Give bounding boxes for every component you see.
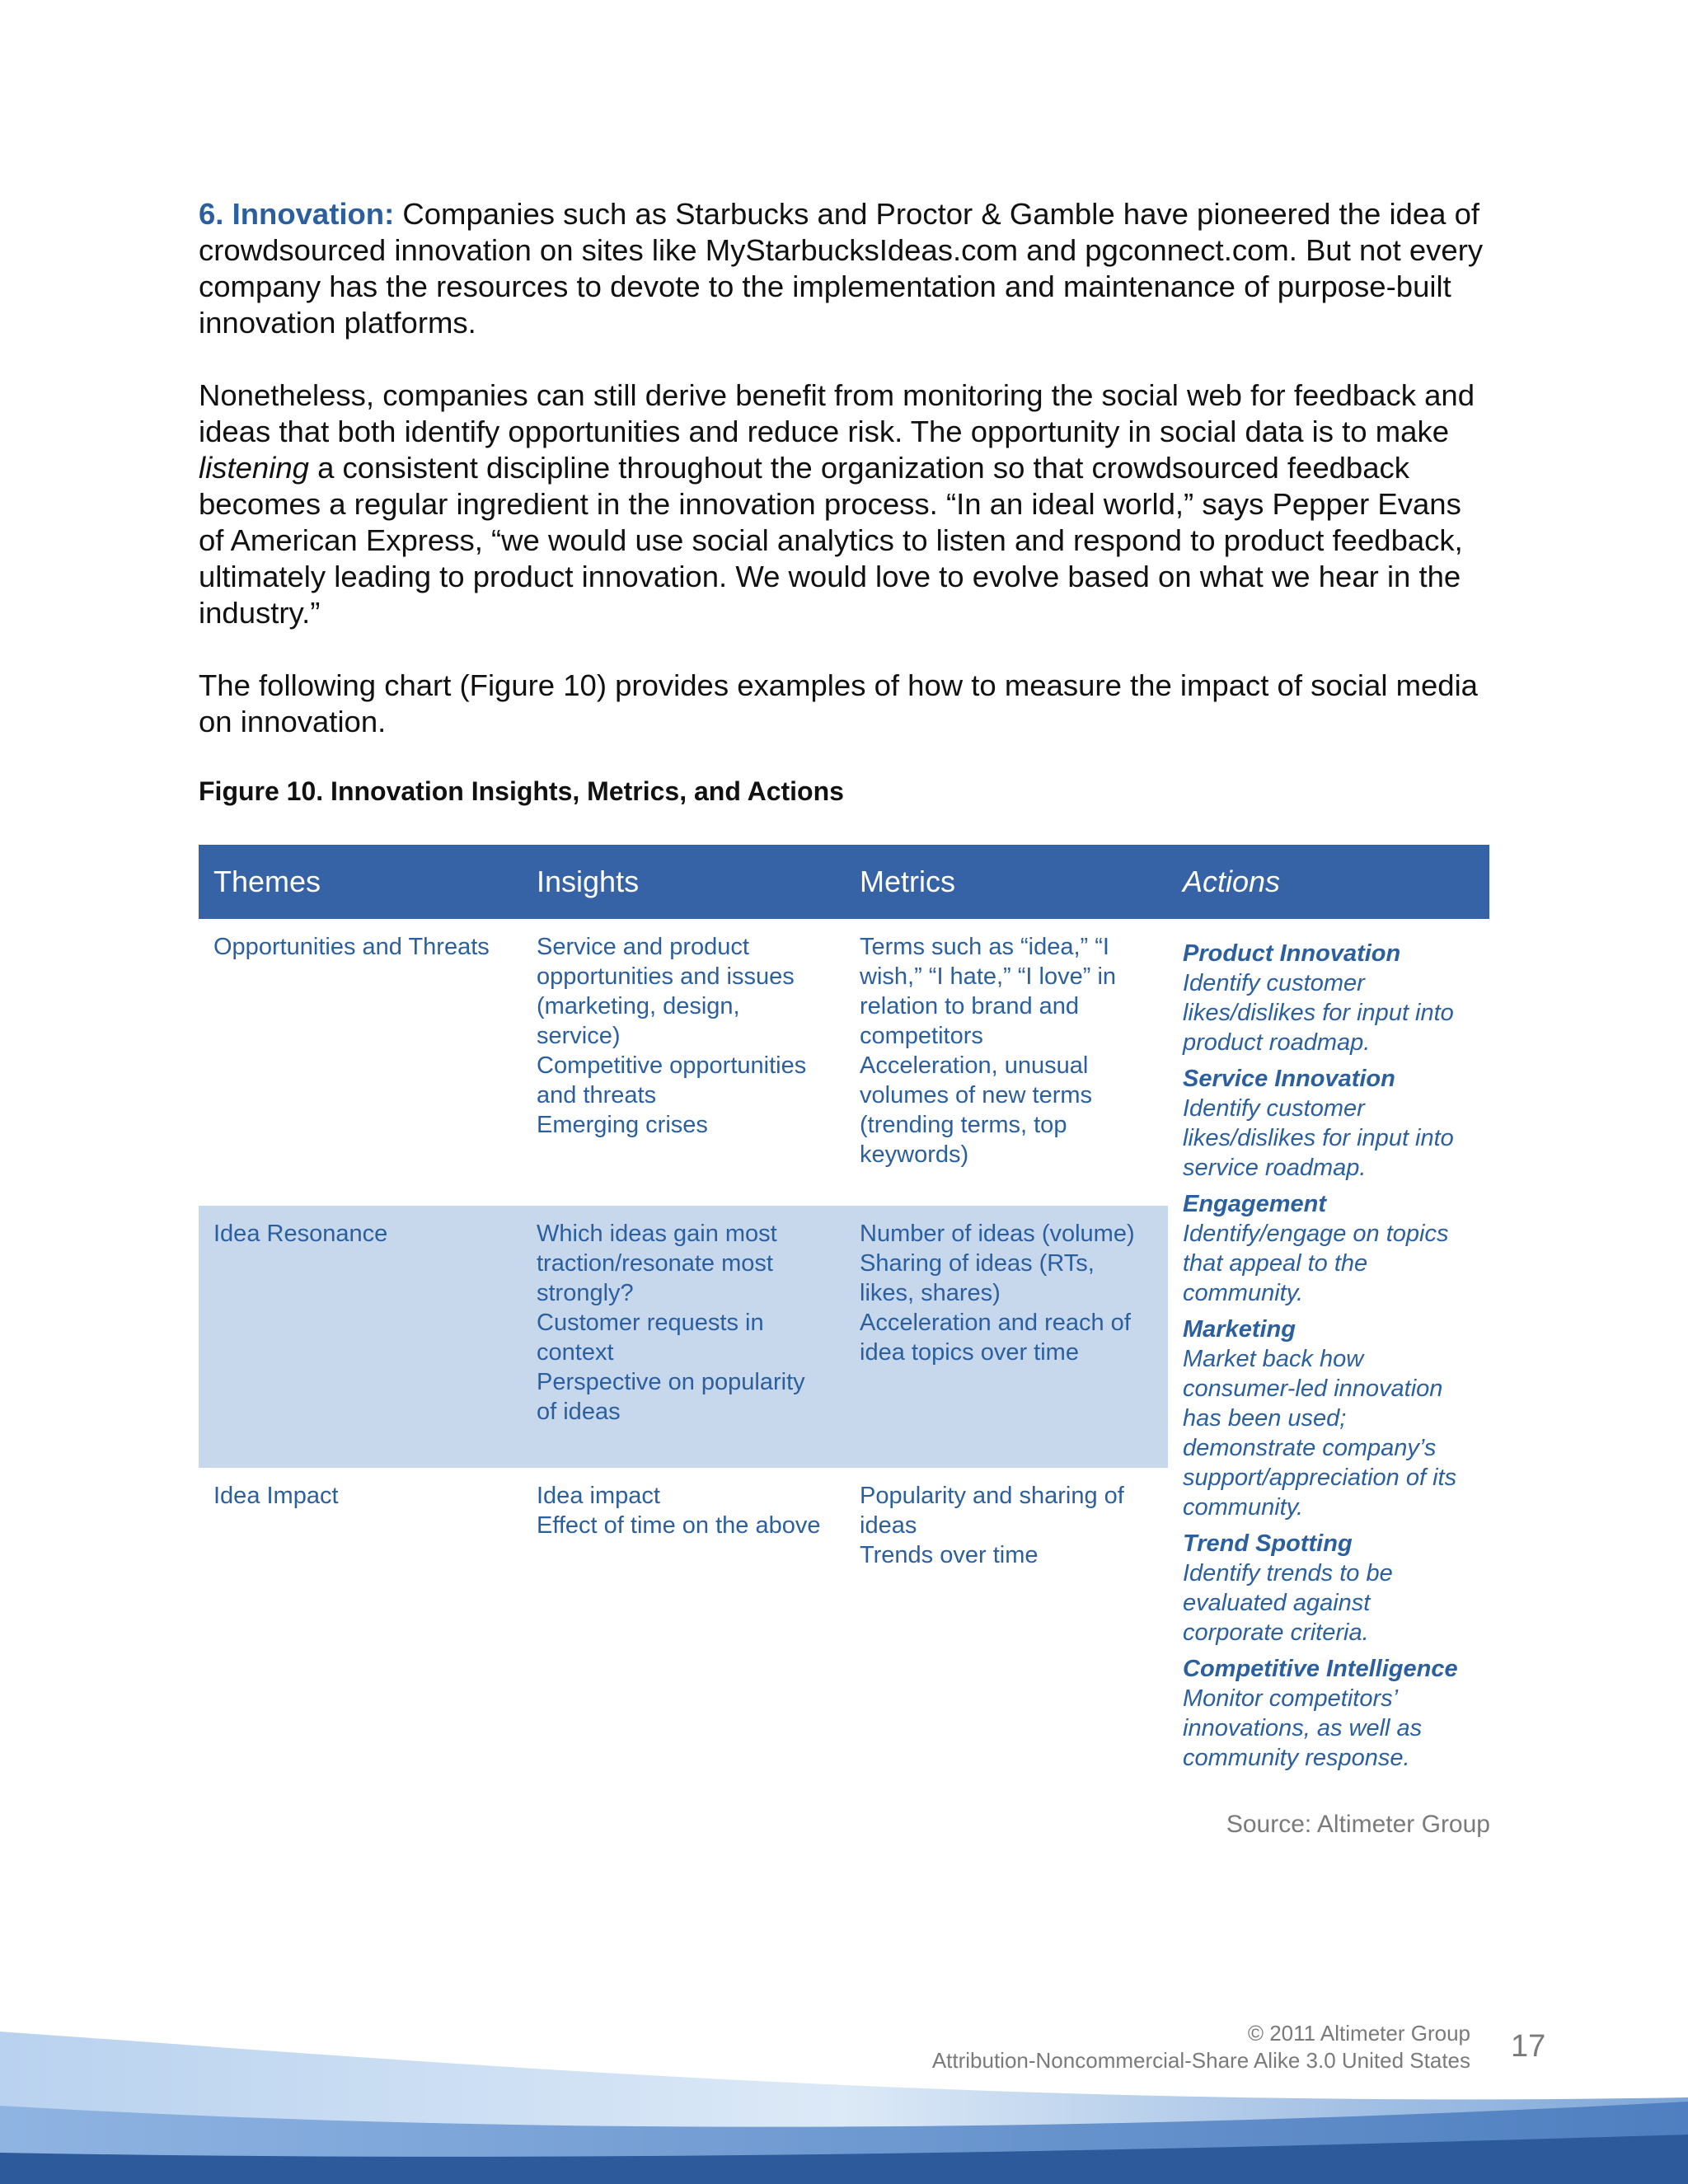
footer-copyright-block	[932, 2020, 1470, 2074]
header-themes: Themes	[199, 845, 522, 919]
paragraph-2-end: a consistent discipline throughout the organization so that crowdsourced feedback becomes a regular ingredient in the innovation process. “In an ideal world,” says Pepper Evans of American Express, “we would use social analytics to listen and respond to product feedback, ultimately leading to product innovation. We would love to evolve based on what we hear in the industry.”	[199, 451, 1463, 630]
insight-item: Competitive opportunities and threats	[537, 1052, 807, 1108]
actions-cell	[1168, 919, 1489, 1794]
theme-cell: Opportunities and Threats	[213, 934, 490, 960]
metric-item: Number of ideas (volume)	[860, 1221, 1135, 1247]
paragraph-chart-intro: The following chart (Figure 10) provides examples of how to measure the impact of social media on innovation.	[199, 668, 1478, 738]
paragraph-2-emphasis: listening	[199, 451, 309, 485]
body-text	[199, 196, 1493, 776]
section-lead: 6. Innovation:	[199, 197, 395, 231]
action-description: Identify customer likes/dislikes for input into product roadmap.	[1183, 970, 1454, 1056]
action-description: Market back how consumer-led innovation has been used; demonstrate company’s support/appreciation of its community.	[1183, 1346, 1457, 1521]
action-name: Product Innovation	[1183, 940, 1401, 967]
action-item	[1183, 1315, 1475, 1522]
action-description: Identify trends to be evaluated against corporate criteria.	[1183, 1560, 1393, 1646]
innovation-table	[199, 845, 1489, 1794]
metric-item: Sharing of ideas (RTs, likes, shares)	[860, 1250, 1095, 1306]
action-item	[1183, 1529, 1475, 1647]
metric-item: Popularity and sharing of ideas	[860, 1483, 1124, 1539]
theme-cell: Idea Impact	[213, 1483, 339, 1509]
header-actions: Actions	[1168, 845, 1489, 919]
figure-source: Source: Altimeter Group	[1226, 1811, 1490, 1838]
paragraph-innovation	[199, 196, 1493, 341]
action-description: Identify/engage on topics that appeal to the community.	[1183, 1221, 1449, 1306]
metric-item: Terms such as “idea,” “I wish,” “I hate,” “I love” in relation to brand and competitors	[860, 934, 1117, 1049]
action-item	[1183, 1654, 1475, 1773]
action-item	[1183, 939, 1475, 1057]
insight-item: Customer requests in context	[537, 1310, 764, 1366]
action-name: Trend Spotting	[1183, 1530, 1353, 1557]
paragraph-listening	[199, 377, 1493, 631]
action-name: Competitive Intelligence	[1183, 1656, 1458, 1682]
metrics-cell	[845, 1206, 1168, 1468]
action-item	[1183, 1064, 1475, 1183]
footer-license: Attribution-Noncommercial-Share Alike 3.0 United States	[931, 2048, 1470, 2073]
action-description: Identify customer likes/dislikes for input into service roadmap.	[1183, 1095, 1454, 1181]
action-description: Monitor competitors’ innovations, as well as community response.	[1183, 1685, 1423, 1771]
insight-item: Effect of time on the above	[537, 1512, 821, 1539]
action-name: Service Innovation	[1183, 1066, 1395, 1092]
insight-item: Perspective on popularity of ideas	[537, 1369, 805, 1425]
insight-item: Emerging crises	[537, 1112, 708, 1138]
action-name: Engagement	[1183, 1191, 1327, 1217]
table-header-row	[199, 845, 1489, 919]
metrics-cell	[845, 1468, 1168, 1794]
action-name: Marketing	[1183, 1316, 1296, 1343]
metric-item: Trends over time	[860, 1542, 1039, 1568]
page-number: 17	[1511, 2029, 1546, 2064]
paragraph-2-start: Nonetheless, companies can still derive benefit from monitoring the social web for feedback and ideas that both identify opportunities and reduce risk. The opportunity in social data is to make	[199, 378, 1475, 448]
table-row	[199, 919, 1489, 1206]
insight-item: Which ideas gain most traction/resonate most strongly?	[537, 1221, 777, 1306]
insight-item: Idea impact	[537, 1483, 660, 1509]
figure-title: Figure 10. Innovation Insights, Metrics, and Actions	[199, 776, 844, 806]
theme-cell: Idea Resonance	[199, 1206, 522, 1468]
footer-copyright: © 2011 Altimeter Group	[1247, 2021, 1470, 2046]
insights-cell	[522, 919, 845, 1206]
metric-item: Acceleration and reach of idea topics over time	[860, 1310, 1131, 1366]
metric-item: Acceleration, unusual volumes of new terms (trending terms, top keywords)	[860, 1052, 1093, 1168]
header-insights: Insights	[522, 845, 845, 919]
header-metrics: Metrics	[845, 845, 1168, 919]
insights-cell	[522, 1206, 845, 1468]
action-item	[1183, 1189, 1475, 1308]
insight-item: Service and product opportunities and issues (marketing, design, service)	[537, 934, 795, 1049]
insights-cell	[522, 1468, 845, 1794]
metrics-cell	[845, 919, 1168, 1206]
paragraph-1-text: Companies such as Starbucks and Proctor & Gamble have pioneered the idea of crowdsourced innovation on sites like MyStarbucksIdeas.com and pgconnect.com. But not every company has the resources to devote to the implementation and maintenance of purpose-built innovation platforms.	[199, 197, 1484, 340]
